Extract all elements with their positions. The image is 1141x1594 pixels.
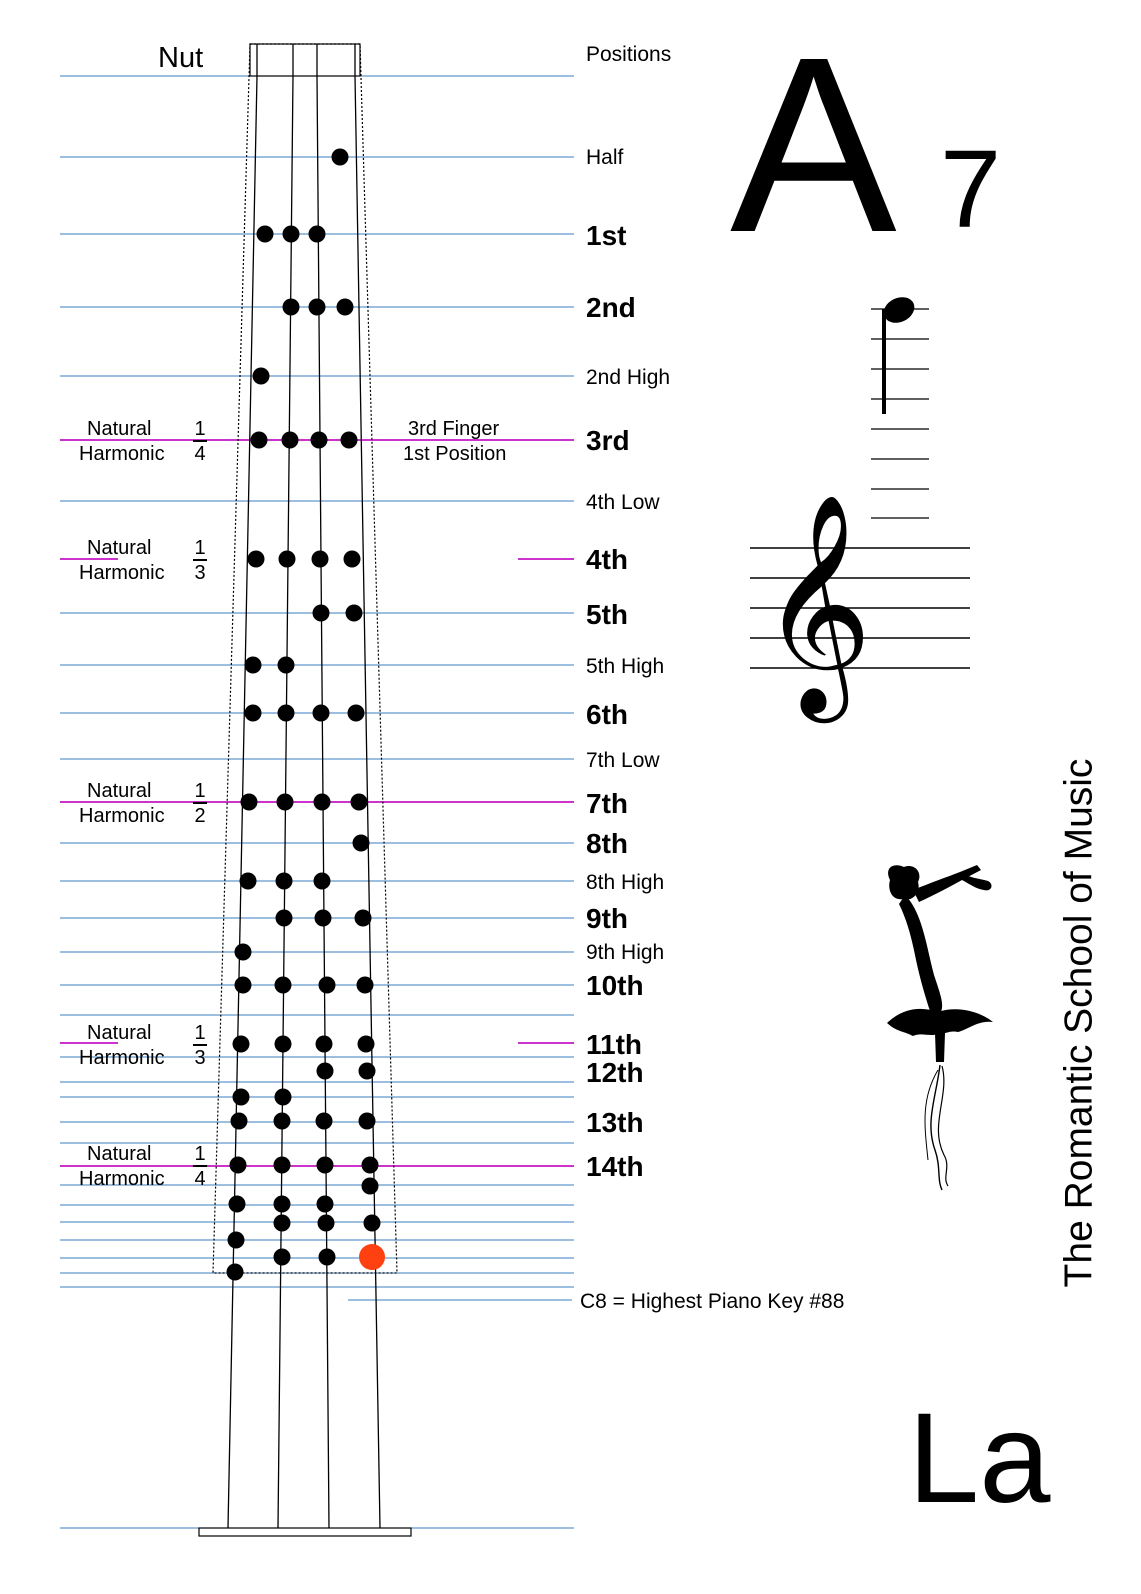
bridge	[199, 1528, 411, 1536]
finger-dot	[274, 1113, 291, 1130]
finger-dot	[275, 977, 292, 994]
finger-dot	[228, 1232, 245, 1249]
finger-dot	[318, 1215, 335, 1232]
finger-dot	[317, 1157, 334, 1174]
finger-dot	[278, 657, 295, 674]
finger-dot	[316, 1113, 333, 1130]
finger-dot	[311, 432, 328, 449]
harmonic-word-natural: Natural	[87, 780, 152, 802]
finger-dot	[278, 705, 295, 722]
finger-dot	[312, 551, 329, 568]
position-label-4th: 4th	[586, 544, 628, 575]
position-label-8th-high: 8th High	[586, 871, 665, 894]
position-label-11th: 11th	[586, 1029, 643, 1060]
violin	[962, 875, 991, 890]
harmonic-numerator: 1	[194, 780, 206, 802]
finger-dot	[309, 299, 326, 316]
finger-dot	[276, 873, 293, 890]
harmonic-numerator: 1	[194, 1022, 206, 1044]
position-label-6th: 6th	[586, 699, 628, 730]
solfege-syllable: La	[908, 1387, 1051, 1530]
finger-dot	[315, 910, 332, 927]
finger-dot	[279, 551, 296, 568]
finger-dot	[313, 605, 330, 622]
finger-dot	[235, 977, 252, 994]
harmonic-word-harmonic: Harmonic	[79, 1047, 165, 1069]
harmonic-word-natural: Natural	[87, 418, 152, 440]
finger-dot	[364, 1215, 381, 1232]
finger-dot	[274, 1157, 291, 1174]
violinist-silhouette-icon	[887, 865, 993, 1190]
harmonic-denominator: 4	[194, 1168, 206, 1190]
fraction-bar	[193, 440, 207, 442]
fraction-bar	[193, 1044, 207, 1046]
finger-dot	[253, 368, 270, 385]
finger-dot	[248, 551, 265, 568]
treble-clef-icon: 𝄞	[760, 492, 873, 713]
finger-dot	[275, 1089, 292, 1106]
finger-dot	[283, 299, 300, 316]
finger-dot	[241, 794, 258, 811]
finger-dot	[314, 794, 331, 811]
octave-number: 7	[940, 128, 1002, 251]
harmonic-word-harmonic: Harmonic	[79, 805, 165, 827]
figure-skirt	[887, 1009, 993, 1036]
position-label-7th: 7th	[586, 788, 628, 819]
finger-dot	[233, 1036, 250, 1053]
harmonic-numerator: 1	[194, 537, 206, 559]
position-label-5th-high: 5th High	[586, 655, 665, 678]
figure-streamer	[938, 1066, 948, 1186]
position-label-14th: 14th	[586, 1151, 644, 1182]
finger-dot	[227, 1264, 244, 1281]
position-label-1st: 1st	[586, 220, 627, 251]
position-label-2nd-high: 2nd High	[586, 366, 671, 389]
finger-note-line2: 1st Position	[403, 443, 507, 465]
harmonic-word-natural: Natural	[87, 1022, 152, 1044]
figure-body	[899, 895, 942, 1014]
position-label-2nd: 2nd	[586, 292, 636, 323]
position-label-10th: 10th	[586, 970, 644, 1001]
finger-dot	[319, 1249, 336, 1266]
position-label-5th: 5th	[586, 599, 628, 630]
finger-dot	[274, 1215, 291, 1232]
finger-dot	[274, 1249, 291, 1266]
harmonic-word-harmonic: Harmonic	[79, 562, 165, 584]
nut-label: Nut	[158, 42, 204, 74]
finger-dot	[314, 873, 331, 890]
fraction-bar	[193, 802, 207, 804]
harmonic-numerator: 1	[194, 418, 206, 440]
finger-dot	[317, 1196, 334, 1213]
positions-heading: Positions	[586, 43, 672, 66]
harmonic-denominator: 3	[194, 562, 206, 584]
finger-dot	[245, 705, 262, 722]
figure-head	[888, 865, 919, 899]
finger-dot	[277, 794, 294, 811]
finger-dot	[245, 657, 262, 674]
finger-dot	[362, 1157, 379, 1174]
finger-dot	[229, 1196, 246, 1213]
harmonic-word-harmonic: Harmonic	[79, 1168, 165, 1190]
finger-dot	[274, 1196, 291, 1213]
finger-dot	[240, 873, 257, 890]
finger-dot	[257, 226, 274, 243]
highlighted-note-dot	[359, 1244, 385, 1270]
fraction-bar	[193, 559, 207, 561]
finger-dot	[346, 605, 363, 622]
harmonic-word-natural: Natural	[87, 1143, 152, 1165]
harmonic-numerator: 1	[194, 1143, 206, 1165]
position-label-4th-low: 4th Low	[586, 491, 660, 514]
position-label-half: Half	[586, 146, 624, 169]
finger-dot	[275, 1036, 292, 1053]
finger-dot	[332, 149, 349, 166]
finger-dot	[351, 794, 368, 811]
fraction-bar	[193, 1165, 207, 1167]
harmonic-denominator: 4	[194, 443, 206, 465]
position-label-8th: 8th	[586, 828, 628, 859]
nut	[250, 44, 360, 76]
finger-dot	[353, 835, 370, 852]
position-label-7th-low: 7th Low	[586, 749, 660, 772]
finger-dot	[344, 551, 361, 568]
harmonic-denominator: 3	[194, 1047, 206, 1069]
position-label-13th: 13th	[586, 1107, 644, 1138]
finger-note-line1: 3rd Finger	[408, 418, 500, 440]
harmonic-word-natural: Natural	[87, 537, 152, 559]
finger-dot	[231, 1113, 248, 1130]
finger-dot	[282, 432, 299, 449]
finger-dot	[235, 944, 252, 961]
finger-dot	[357, 977, 374, 994]
harmonic-denominator: 2	[194, 805, 206, 827]
harmonic-word-harmonic: Harmonic	[79, 443, 165, 465]
finger-dot	[359, 1113, 376, 1130]
position-label-12th: 12th	[586, 1057, 644, 1088]
finger-dot	[359, 1063, 376, 1080]
position-label-9th-high: 9th High	[586, 941, 665, 964]
finger-dot	[319, 977, 336, 994]
finger-dot	[362, 1178, 379, 1195]
finger-dot	[358, 1036, 375, 1053]
finger-dot	[233, 1089, 250, 1106]
position-label-9th: 9th	[586, 903, 628, 934]
finger-dot	[251, 432, 268, 449]
finger-dot	[313, 705, 330, 722]
finger-dot	[317, 1063, 334, 1080]
note-letter: A	[730, 5, 897, 284]
finger-dot	[276, 910, 293, 927]
finger-dot	[355, 910, 372, 927]
figure-streamer	[931, 1065, 942, 1190]
finger-dot	[283, 226, 300, 243]
position-label-3rd: 3rd	[586, 425, 630, 456]
figure-legs	[935, 1033, 945, 1062]
finger-dot	[348, 705, 365, 722]
finger-dot	[341, 432, 358, 449]
finger-dot	[337, 299, 354, 316]
finger-dot	[309, 226, 326, 243]
finger-dot	[316, 1036, 333, 1053]
lowest-note-label: C8 = Highest Piano Key #88	[580, 1290, 845, 1313]
school-name: The Romantic School of Music	[1057, 758, 1101, 1288]
finger-dot	[230, 1157, 247, 1174]
